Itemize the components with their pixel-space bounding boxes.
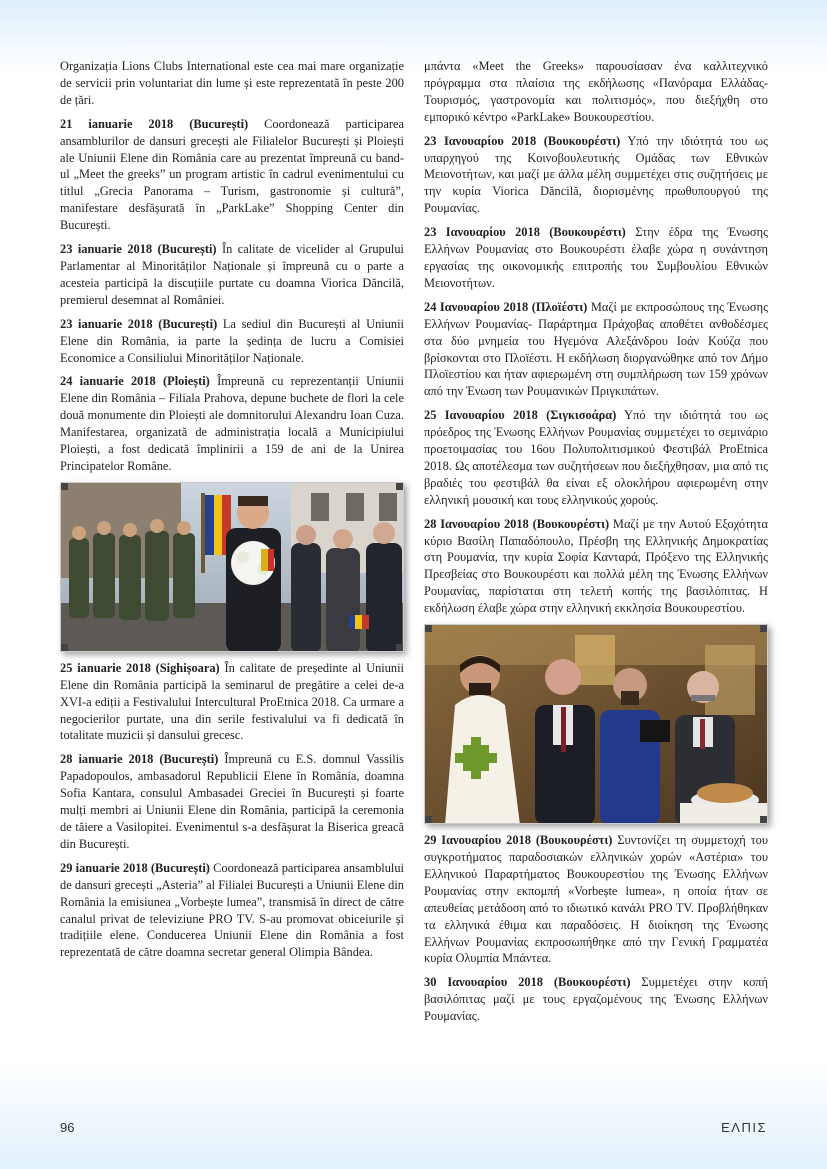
article-paragraph: 24 Ιανουαρίου 2018 (Πλοϊέστι) Μαζί με εκπροσώπους της Ένωσης Ελλήνων Ρουμανίας- Παράρτημα Πράχοβας αποθέτει ανθοδέσμες στα δύο μνημεία του Ηγεμόνα Αλεξάνδρου Ιοάν Κούζα που βρίσκονται στο Πλοϊέστι. Η εκδήλωση διοργανώθηκε από τον Δήμο Πλοϊεστίου και ήταν αφιερωμένη στη συμπλήρωση των 159 χρόνων από την Ένωση των Ρουμανικών Πριγκιπάτων. [424, 299, 768, 399]
date-heading: 29 ianuarie 2018 (București) [60, 860, 210, 875]
article-paragraph: 28 Ιανουαρίου 2018 (Βουκουρέστι) Μαζί με την Αυτού Εξοχότητα κύριο Βασίλη Παπαδόπουλο, Πρέσβη της Ελληνικής Δημοκρατίας στη Ρουμανία, την κυρία Σοφία Κανταρά, Πρόξενο της Ελληνικής Πρεσβείας στο Βουκουρέστι και πολλά μέλη της Ένωσης Ελλήνων Ρουμανίας, παρίσταται στη τελετή κοπής της βασιλόπιτας. Η εκδήλωση έλαβε χώρα στην ελληνική εκκλησία Βουκουρεστίου. [424, 516, 769, 616]
date-heading: 28 ianuarie 2018 (București) [60, 752, 219, 767]
date-heading: 25 Ιανουαρίου 2018 (Σιγκισοάρα) [424, 408, 617, 423]
date-heading: 21 ianuarie 2018 (București) [60, 116, 249, 131]
page-number: 96 [60, 1120, 75, 1135]
article-paragraph: 23 ianuarie 2018 (București) În calitate de vicelider al Grupului Parlamentar al Minorităților Naționale și împreună cu o parte a acesteia participă la discuțiile purtate cu doamna Viorica Dăncilă, premierul desemnat al României. [60, 242, 404, 307]
date-heading: 23 ianuarie 2018 (București) [60, 242, 217, 257]
date-heading: 30 Ιανουαρίου 2018 (Βουκουρέστι) [424, 975, 631, 990]
date-heading: 23 ianuarie 2018 (București) [60, 316, 218, 331]
article-paragraph: 25 ianuarie 2018 (Sighișoara) În calitate de președinte al Uniunii Elene din România participă la seminarul de pregătire a celei de-a XVI-a ediții a Festivalului Intercultural ProEtnica 2018. Ca urmare a negocierilor purtate, una din serile festivalului va fi dedicată în totalitate muzicii și dansului grecesc. [60, 660, 405, 743]
running-title: ΕΛΠΙΣ [721, 1120, 767, 1135]
date-heading: 24 ianuarie 2018 (Ploiești) [60, 374, 210, 389]
article-paragraph: 23 ianuarie 2018 (București) La sediul din București al Uniunii Elene din România, ia parte la ședința de lucru a Comisiei Economice a Consiliului Minorităților Naționale. [60, 316, 404, 365]
church-vasilopita-photo [424, 624, 768, 824]
date-heading: 29 Ιανουαρίου 2018 (Βουκουρέστι) [424, 833, 613, 848]
article-paragraph: μπάντα «Meet the Greeks» παρουσίασαν ένα καλλιτεχνικό πρόγραμμα στα πλαίσια της εκδήλωσης «Πανόραμα Ελλάδας- Τουρισμός, γαστρονομία και πολιτισμός», που διεξήχθη στο εμπορικό κέντρο «ParkLake» Βουκουρεστίου. [424, 59, 768, 124]
date-heading: 23 Ιανουαρίου 2018 (Βουκουρέστι) [424, 225, 626, 240]
date-heading: 24 Ιανουαρίου 2018 (Πλοϊέστι) [424, 299, 588, 314]
article-paragraph: 24 ianuarie 2018 (Ploiești) Împreună cu reprezentanții Uniunii Elene din România – Filiala Prahova, depune buchete de flori la cele două monumente din Ploiești ale domnitorului Alexandru Ioan Cuza. Manifestarea, organizată de administrația locală a Municipiului Ploiești, a fost dedicată împlinirii a 159 de ani de la Unirea Principatelor Române. [60, 374, 404, 473]
article-paragraph: 23 Ιανουαρίου 2018 (Βουκουρέστι) Υπό την ιδιότητά του ως υπαρχηγού της Κοινοβουλευτικής Ομάδας των Εθνικών Μειονοτήτων, και μαζί με άλλα μέλη συμμετέχει στις συζητήσεις με την κυρία Viorica Dăncilă, διορισμένης πρωθυπουργού της Ρουμανίας. [424, 133, 768, 216]
date-heading: 23 Ιανουαρίου 2018 (Βουκουρέστι) [424, 133, 621, 148]
left-column [60, 58, 404, 968]
article-paragraph: 29 Ιανουαρίου 2018 (Βουκουρέστι) Συντονίζει τη συμμετοχή του συγκροτήματος παραδοσιακών ελληνικών χορών «Αστέρια» του Ελληνικού Παραρτήματος Βουκουρεστίου της Ένωσης Ελλήνων Ρουμανίας στην εκπομπή «Vorbește lumea», η οποία ήταν σε απευθείας μετάδοση από το ιδιωτικό κανάλι PRO TV. Προβλήθηκαν τα ελληνικά έθιμα και παραδόσεις. Η διοίκηση της Ένωσης Ελλήνων Ρουμανίας εκπροσωπήθηκε από την Γενική Γραμματέα κυρία Ολυμπία Μπάντεα. [424, 833, 769, 966]
article-paragraph: 29 ianuarie 2018 (București) Coordonează participarea ansamblului de dansuri grecești „Asteria” al Filialei București a Uniunii Elene din România la emisiunea „Vorbește lumea”, transmisă în direct de către canalul privat de televiziune PRO TV. S-au promovat obiceiurile și tradițiile elene. Conducerea Uniunii Elene din România a fost reprezentată de către doamna secretar general Olimpia Bândea. [60, 860, 404, 960]
date-heading: 25 ianuarie 2018 (Sighișoara) [60, 660, 220, 675]
article-paragraph: 23 Ιανουαρίου 2018 (Βουκουρέστι) Στην έδρα της Ένωσης Ελλήνων Ρουμανίας στο Βουκουρέστι έλαβε χώρα η συνάντηση εργασίας της οικονομικής επιτροπής του Συμβουλίου Εθνικών Μειονοτήτων. [424, 225, 769, 290]
article-paragraph: 30 Ιανουαρίου 2018 (Βουκουρέστι) Συμμετέχει στην κοπή βασιλόπιτας μαζί με τους εργαζομένους της Ένωσης Ελλήνων Ρουμανίας. [424, 975, 768, 1024]
article-paragraph: 21 ianuarie 2018 (București) Coordonează participarea ansamblurilor de dansuri grecești ale Filialelor București și Ploiești ale Uniunii Elene din România care au prezentat împreună cu band-ul „Meet the greeks” un program artistic în cadrul evenimentului cu titlul „Grecia Panorama – Turism, gastronomie și cultură”, manifestare desfășurată în „ParkLake” Shopping Center din București. [60, 116, 404, 233]
wreath-ceremony-photo [60, 482, 404, 652]
article-paragraph: Organizația Lions Clubs International este cea mai mare organizație de servicii prin voluntariat din lume și este reprezentată în peste 200 de țări. [60, 59, 404, 107]
right-column [424, 58, 768, 1032]
article-paragraph: 28 ianuarie 2018 (București) Împreună cu E.S. domnul Vassilis Papadopoulos, ambasadorul Republicii Elene în România, doamna Sofia Kantara, consulul Ambasadei Greciei în București și foarte mulți membri ai Uniunii Elene din România, participă la ceremonia de tăiere a Vasilopitei. Evenimentul s-a desfășurat la Biserica greacă din București. [60, 752, 404, 851]
date-heading: 28 Ιανουαρίου 2018 (Βουκουρέστι) [424, 516, 610, 531]
article-paragraph: 25 Ιανουαρίου 2018 (Σιγκισοάρα) Υπό την ιδιότητά του ως πρόεδρος της Ένωσης Ελλήνων Ρουμανίας συμμετέχει το σεμινάριο προετοιμασίας του 16ου Πολυπολιτισμικού Φεστιβάλ ProEtnica 2018. Ως αποτέλεσμα των συζητήσεων που διεξήχθησαν, μια από τις βραδιές του φεστιβάλ θα είναι εξ ολοκλήρου αφιερωμένη στην ελληνική μουσική και τους ελληνικούς χορούς. [424, 408, 768, 507]
